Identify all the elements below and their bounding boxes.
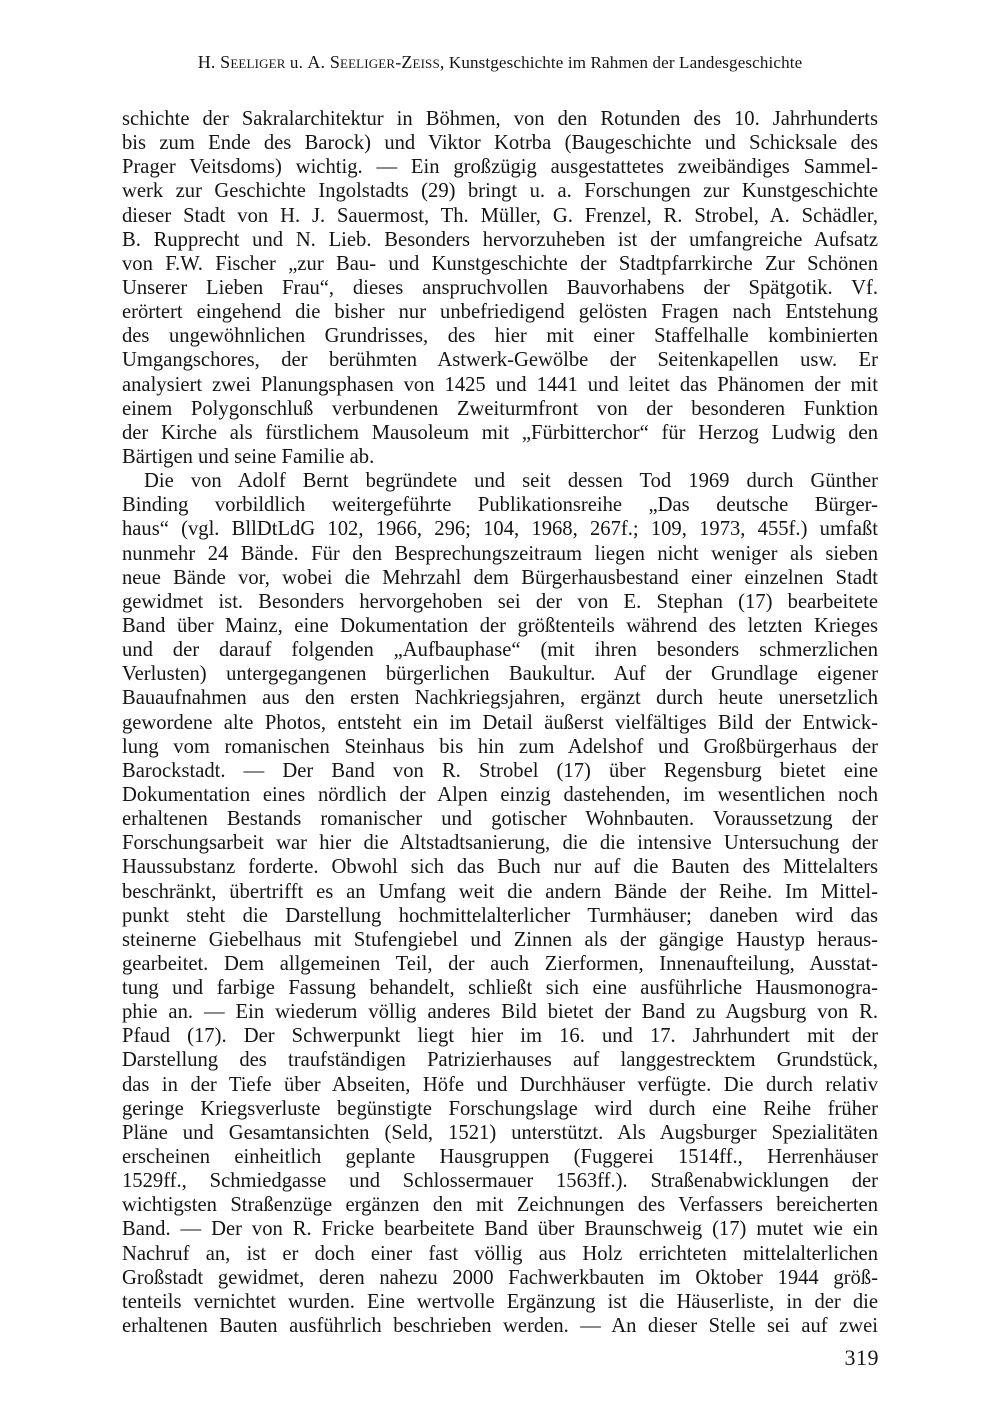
text-line: tenteils vernichtet wurden. Eine wertvolle Ergänzung ist die Häuserliste, in der die — [122, 1290, 878, 1313]
text-line: gewidmet ist. Besonders hervorgehoben sei der von E. Stephan (17) bearbeitete — [122, 590, 878, 613]
text-line: Binding vorbildlich weitergeführte Publikationsreihe „Das deutsche Bürger- — [122, 494, 878, 517]
text-line: wichtigsten Straßenzüge ergänzen den mit Zeichnungen des Verfassers bereicherten — [122, 1194, 878, 1217]
body-text — [122, 107, 878, 1338]
text-line: lung vom romanischen Steinhaus bis hin zum Adelshof und Großbürgerhaus der — [122, 735, 878, 758]
text-line: erörtert eingehend die bisher nur unbefriedigend gelösten Fragen nach Entstehung — [122, 301, 878, 324]
text-line: der Kirche als fürstlichem Mausoleum mit „Fürbitterchor“ für Herzog Ludwig den — [122, 421, 878, 444]
text-line: steinerne Giebelhaus mit Stufengiebel und Zinnen als der gängige Haustyp heraus- — [122, 928, 878, 951]
text-line: neue Bände vor, wobei die Mehrzahl dem Bürgerhausbestand einer einzelnen Stadt — [122, 566, 878, 589]
text-line: Dokumentation eines nördlich der Alpen einzig dastehenden, im wesentlichen noch — [122, 783, 878, 806]
text-line: das in der Tiefe über Abseiten, Höfe und Durchhäuser verfügte. Die durch relativ — [122, 1073, 878, 1096]
running-head — [122, 52, 878, 73]
page-number: 319 — [844, 1345, 879, 1370]
text-line: Unserer Lieben Frau“, dieses anspruchvollen Bauvorhabens der Spätgotik. Vf. — [122, 276, 878, 299]
text-line: analysiert zwei Planungsphasen von 1425 und 1441 und leitet das Phänomen der mit — [122, 373, 878, 396]
text-line: bis zum Ende des Barock) und Viktor Kotrba (Baugeschichte und Schicksale des — [122, 132, 878, 155]
text-line: erhaltenen Bestands romanischer und gotischer Wohnbauten. Voraussetzung der — [122, 808, 878, 831]
text-line: Prager Veitsdoms) wichtig. — Ein großzügig ausgestattetes zweibändiges Sammel- — [122, 156, 878, 179]
text-line: Band über Mainz, eine Dokumentation der größtenteils während des letzten Krieges — [122, 614, 878, 637]
text-line: Umgangschores, der berühmten Astwerk-Gewölbe der Seitenkapellen usw. Er — [122, 349, 878, 372]
text-line: beschränkt, übertrifft es an Umfang weit die andern Bände der Reihe. Im Mittel- — [122, 880, 878, 903]
text-line: tung und farbige Fassung behandelt, schließt sich eine ausführliche Hausmonogra- — [122, 977, 878, 1000]
text-line: Bärtigen und seine Familie ab. — [122, 445, 375, 468]
text-line: Band. — Der von R. Fricke bearbeitete Band über Braunschweig (17) mutet wie ein — [122, 1218, 878, 1241]
text-line: Pfaud (17). Der Schwerpunkt liegt hier im 16. und 17. Jahrhundert mit der — [122, 1025, 878, 1048]
text-line: einem Polygonschluß verbundenen Zweiturmfront von der besonderen Funktion — [122, 397, 878, 420]
text-line: Bauaufnahmen aus den ersten Nachkriegsjahren, ergänzt durch heute unersetzlich — [122, 687, 878, 710]
text-line: Die von Adolf Bernt begründete und seit dessen Tod 1969 durch Günther — [144, 470, 878, 493]
running-head-title: Kunstgeschichte im Rahmen der Landesgeschichte — [448, 53, 803, 72]
text-line: 1529ff., Schmiedgasse und Schlossermauer 1563ff.). Straßenabwicklungen der — [122, 1170, 878, 1193]
text-line: des ungewöhnlichen Grundrisses, des hier mit einer Staffelhalle kombinierten — [122, 325, 878, 348]
text-line: gearbeitet. Dem allgemeinen Teil, der auch Zierformen, Innenaufteilung, Ausstat- — [122, 952, 878, 975]
text-line: erhaltenen Bauten ausführlich beschrieben werden. — An dieser Stelle sei auf zwei — [122, 1315, 878, 1338]
text-line: Pläne und Gesamtansichten (Seld, 1521) unterstützt. Als Augsburger Spezialitäten — [122, 1121, 878, 1144]
text-line: Haussubstanz forderte. Obwohl sich das Buch nur auf die Bauten des Mittelalters — [122, 856, 878, 879]
text-line: Forschungsarbeit war hier die Altstadtsanierung, die die intensive Untersuchung der — [122, 832, 878, 855]
text-line: geringe Kriegsverluste begünstigte Forschungslage wird durch eine Reihe früher — [122, 1097, 878, 1120]
text-line: nunmehr 24 Bände. Für den Besprechungszeitraum liegen nicht weniger als sieben — [122, 542, 878, 565]
text-line: schichte der Sakralarchitektur in Böhmen, von den Rotunden des 10. Jahrhunderts — [122, 108, 878, 130]
text-line: phie an. — Ein wiederum völlig anderes Bild bietet der Band zu Augsburg von R. — [122, 1001, 878, 1024]
text-line: B. Rupprecht und N. Lieb. Besonders hervorzuheben ist der umfangreiche Aufsatz — [122, 228, 878, 251]
text-line: haus“ (vgl. BllDtLdG 102, 1966, 296; 104, 1968, 267f.; 109, 1973, 455f.) umfaßt — [122, 518, 878, 541]
text-line: Darstellung des traufständigen Patrizierhauses auf langgestrecktem Grundstück, — [122, 1049, 878, 1072]
text-line: gewordene alte Photos, entsteht ein im Detail äußerst vielfältiges Bild der Entwick- — [122, 711, 878, 734]
text-line: erscheinen einheitlich geplante Hausgruppen (Fuggerei 1514ff., Herrenhäuser — [122, 1146, 878, 1169]
running-head-author-2: A. Seeliger-Zeiss, — [307, 52, 445, 72]
text-line: dieser Stadt von H. J. Sauermost, Th. Müller, G. Frenzel, R. Strobel, A. Schädler, — [122, 204, 878, 227]
text-line: punkt steht die Darstellung hochmittelalterlicher Turmhäuser; daneben wird das — [122, 904, 878, 927]
text-line: und der darauf folgenden „Aufbauphase“ (mit ihren besonders schmerzlichen — [122, 639, 878, 662]
text-line: von F.W. Fischer „zur Bau- und Kunstgeschichte der Stadtpfarrkirche Zur Schönen — [122, 252, 878, 275]
running-head-author-1: H. Seeliger — [197, 52, 286, 72]
text-line: Verlusten) untergegangenen bürgerlichen Baukultur. Auf der Grundlage eigener — [122, 663, 878, 686]
text-line: Barockstadt. — Der Band von R. Strobel (17) über Regensburg bietet eine — [122, 759, 878, 782]
text-line: Nachruf an, ist er doch einer fast völlig aus Holz errichteten mittelalterlichen — [122, 1242, 878, 1265]
text-line: werk zur Geschichte Ingolstadts (29) bringt u. a. Forschungen zur Kunstgeschichte — [122, 180, 878, 203]
running-head-conjunction: u. — [289, 53, 303, 72]
text-line: Großstadt gewidmet, deren nahezu 2000 Fachwerkbauten im Oktober 1944 größ- — [122, 1266, 878, 1289]
